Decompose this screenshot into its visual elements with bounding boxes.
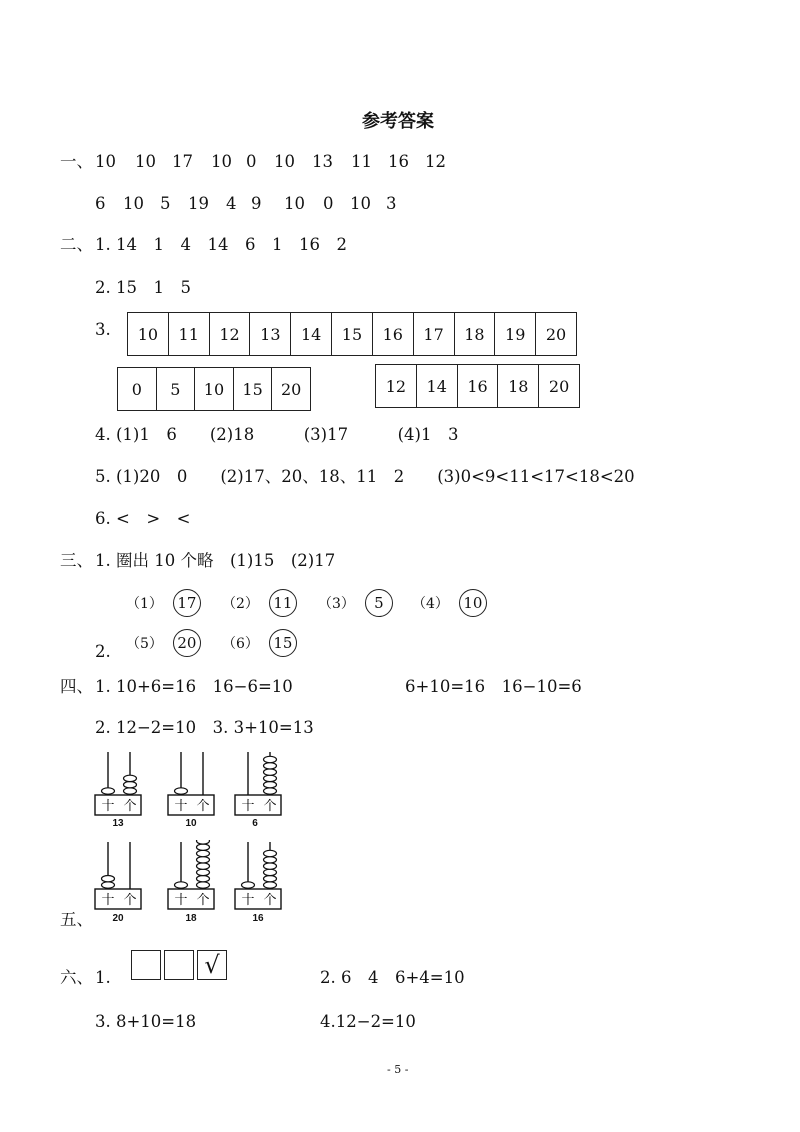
section-4-marker: 四、 — [60, 677, 93, 696]
abacus-bead — [124, 788, 137, 794]
grid-cell: 19 — [495, 313, 536, 355]
s3-question-1: 1. 圈出 10 个略 (1)15 (2)17 — [95, 551, 336, 570]
abacus-bead — [197, 850, 210, 856]
grid-cell: 18 — [498, 365, 539, 407]
ones-place-label: 个 — [196, 893, 210, 908]
circled-label: （6） — [222, 636, 259, 652]
abacus-bead — [264, 876, 277, 882]
s6-question-3: 3. 8+10=18 — [95, 1012, 197, 1031]
abacus-bead — [264, 769, 277, 775]
answer-number: 5 — [160, 194, 171, 213]
circled-answer — [222, 589, 297, 617]
abacus-bead — [197, 857, 210, 863]
abacus — [167, 750, 215, 816]
abacus-bead — [264, 782, 277, 788]
answer-number: 10 — [123, 194, 144, 213]
ones-place-label: 个 — [196, 799, 210, 814]
abacus-bead — [242, 882, 255, 888]
abacus-bead — [175, 788, 188, 794]
tens-place-label: 十 — [101, 893, 115, 908]
abacus-value: 16 — [252, 913, 264, 924]
abacus-bead — [124, 775, 137, 781]
circled-answer — [126, 589, 201, 617]
section-3-marker: 三、 — [60, 551, 93, 570]
answer-number: 9 — [251, 194, 262, 213]
ones-place-label: 个 — [263, 893, 277, 908]
page-title: 参考答案 — [362, 111, 434, 132]
grid-cell: 13 — [250, 313, 291, 355]
abacus-bead — [102, 882, 115, 888]
answer-number: 16 — [388, 152, 409, 171]
answer-number: 17 — [172, 152, 193, 171]
section-6-marker: 六、 — [60, 968, 93, 987]
tens-place-label: 十 — [241, 799, 255, 814]
abacus-bead — [264, 775, 277, 781]
circled-value: 5 — [365, 589, 393, 617]
grid-cell: 16 — [458, 365, 499, 407]
s2-question-5: 5. (1)20 0 (2)17、20、18、11 2 (3)0<9<11<17<18<20 — [95, 467, 635, 486]
abacus-bead — [264, 756, 277, 762]
grid-cell: 17 — [414, 313, 455, 355]
abacus-bead — [197, 882, 210, 888]
circled-answer — [318, 589, 393, 617]
grid-cell: 14 — [417, 365, 458, 407]
abacus — [234, 840, 282, 910]
grid-cell: 10 — [128, 313, 169, 355]
number-grid-1 — [127, 312, 577, 356]
s6-question-1-label: 1. — [95, 968, 111, 987]
abacus-bead — [197, 869, 210, 875]
abacus — [234, 750, 282, 816]
answer-number: 10 — [95, 152, 116, 171]
number-grid-2 — [117, 367, 311, 411]
answer-number: 10 — [350, 194, 371, 213]
number-grid-3 — [375, 364, 580, 408]
s6-question-2: 2. 6 4 6+4=10 — [320, 968, 465, 987]
abacus — [167, 840, 215, 910]
answer-number: 10 — [284, 194, 305, 213]
circled-value: 10 — [459, 589, 487, 617]
tens-place-label: 十 — [101, 799, 115, 814]
circled-label: （5） — [126, 636, 163, 652]
abacus-bead — [264, 863, 277, 869]
circled-answer — [126, 629, 201, 657]
grid-cell: 10 — [195, 368, 234, 410]
abacus-bead — [264, 882, 277, 888]
answer-number: 10 — [274, 152, 295, 171]
section-2-marker: 二、 — [60, 235, 93, 254]
circled-label: （2） — [222, 596, 259, 612]
grid-cell: 5 — [157, 368, 196, 410]
choice-box-empty — [131, 950, 161, 980]
circled-label: （4） — [412, 596, 449, 612]
abacus — [94, 840, 142, 910]
abacus-bead — [264, 763, 277, 769]
abacus-bead — [264, 869, 277, 875]
answer-number: 4 — [226, 194, 237, 213]
s4-question-1b: 6+10=16 16−10=6 — [405, 677, 582, 696]
grid-cell: 0 — [118, 368, 157, 410]
s6-question-4: 4.12−2=10 — [320, 1012, 416, 1031]
abacus-bead — [175, 882, 188, 888]
circled-value: 15 — [269, 629, 297, 657]
choice-box-empty — [164, 950, 194, 980]
grid-cell: 12 — [376, 365, 417, 407]
page-number: - 5 - — [387, 1063, 409, 1076]
choice-box-checked — [197, 950, 227, 980]
grid-cell: 20 — [280, 379, 302, 399]
grid-cell: 14 — [291, 313, 332, 355]
grid-cell: 16 — [373, 313, 414, 355]
abacus-bead — [264, 857, 277, 863]
ones-place-label: 个 — [123, 799, 137, 814]
circled-label: （3） — [318, 596, 355, 612]
abacus-bead — [197, 844, 210, 850]
answer-number: 19 — [188, 194, 209, 213]
circled-value: 11 — [269, 589, 297, 617]
circled-answer — [222, 629, 297, 657]
grid-cell: 20 — [548, 376, 570, 396]
abacus-bead — [197, 840, 210, 844]
tens-place-label: 十 — [241, 893, 255, 908]
s4-question-2: 2. 12−2=10 3. 3+10=13 — [95, 718, 314, 737]
s2-question-3-label: 3. — [95, 320, 111, 339]
grid-cell: 18 — [455, 313, 496, 355]
s2-question-1: 1. 14 1 4 14 6 1 16 2 — [95, 235, 347, 254]
circled-label: （1） — [126, 596, 163, 612]
abacus-value: 6 — [252, 818, 258, 829]
ones-place-label: 个 — [123, 893, 137, 908]
s2-question-4: 4. (1)1 6 (2)18 (3)17 (4)1 3 — [95, 425, 459, 444]
ones-place-label: 个 — [263, 799, 277, 814]
abacus-bead — [102, 876, 115, 882]
answer-number: 6 — [95, 194, 106, 213]
abacus-value: 18 — [185, 913, 197, 924]
abacus — [94, 750, 142, 816]
abacus-bead — [197, 876, 210, 882]
abacus-bead — [197, 863, 210, 869]
circled-value: 20 — [173, 629, 201, 657]
answer-number: 11 — [351, 152, 372, 171]
s3-question-2-label: 2. — [95, 642, 111, 661]
abacus-bead — [102, 788, 115, 794]
answer-number: 3 — [386, 194, 397, 213]
tens-place-label: 十 — [174, 893, 188, 908]
grid-cell: 15 — [234, 368, 273, 410]
abacus-value: 20 — [112, 913, 124, 924]
abacus-bead — [124, 782, 137, 788]
s4-question-1: 1. 10+6=16 16−6=10 — [95, 677, 293, 696]
circled-answer — [412, 589, 487, 617]
abacus-value: 10 — [185, 818, 197, 829]
checkmark-icon: √ — [204, 951, 220, 979]
abacus-bead — [264, 850, 277, 856]
answer-number: 13 — [312, 152, 333, 171]
grid-cell: 15 — [332, 313, 373, 355]
abacus-bead — [264, 788, 277, 794]
answer-number: 10 — [135, 152, 156, 171]
grid-cell: 11 — [169, 313, 210, 355]
answer-number: 0 — [323, 194, 334, 213]
circled-value: 17 — [173, 589, 201, 617]
grid-cell: 12 — [210, 313, 251, 355]
answer-number: 10 — [211, 152, 232, 171]
abacus-value: 13 — [112, 818, 124, 829]
section-5-marker: 五、 — [60, 910, 93, 929]
answer-number: 12 — [425, 152, 446, 171]
section-1-marker: 一、 — [60, 152, 93, 171]
s2-question-6: 6. < > < — [95, 509, 191, 528]
s2-question-2: 2. 15 1 5 — [95, 278, 191, 297]
grid-cell: 20 — [545, 324, 567, 344]
answer-number: 0 — [246, 152, 257, 171]
tens-place-label: 十 — [174, 799, 188, 814]
